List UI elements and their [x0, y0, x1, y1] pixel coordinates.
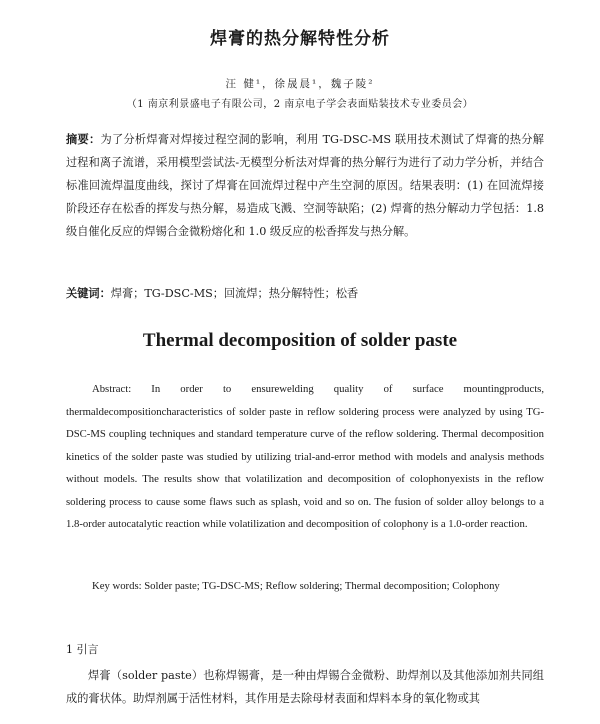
- keywords-cn-text: 焊膏；TG-DSC-MS；回流焊；热分解特性；松香: [110, 287, 359, 300]
- paper-title-cn: 焊膏的热分解特性分析: [210, 29, 390, 49]
- keywords-cn: [66, 285, 544, 301]
- section-heading-introduction: 1 引言: [66, 643, 99, 656]
- abstract-cn-text: 为了分析焊膏对焊接过程空洞的影响，利用 TG-DSC-MS 联用技术测试了焊膏的热分解过程和离子流谱，采用模型尝试法-无模型分析法对焊膏的热分解行为进行了动力学分析，并结合标准回流焊温度曲线，探讨了焊膏在回流焊过程中产生空洞的原因。结果表明：(1) 在回流焊接阶段还存在松香的挥发与热分解，易造成飞溅、空洞等缺陷；(2) 焊膏的热分解动力学包括：1.8 级自催化反应的焊锡合金微粉熔化和 1.0 级反应的松香挥发与热分解。: [66, 133, 544, 238]
- keywords-cn-label: 关键词：: [66, 287, 111, 300]
- paper-title-en: Thermal decomposition of solder paste: [142, 330, 458, 351]
- keywords-en: Key words: Solder paste; TG-DSC-MS; Reflow soldering; Thermal decomposition; Colophony: [92, 580, 500, 592]
- affiliation: （1 南京利景盛电子有限公司，2 南京电子学会表面贴装技术专业委员会）: [126, 99, 474, 110]
- abstract-en: Abstract: In order to ensurewelding quality of surface mountingproducts, thermaldecompositioncharacteristics of solder paste in reflow soldering process were analyzed by using TG-DSC-MS coupling techniques and standard temperature curve of the reflow soldering. Thermal decomposition kinetics of the solder paste was studied by utilizing trial-and-error method with models and analysis methods without models. The results show that volatilization and decomposition of colophonyexists in the reflow soldering process to cause some flaws such as splash, void and so on. The fusion of solder alloy belongs to a 1.8-order autocatalytic reaction while volatilization and decomposition of colophony is a 1.0-order reaction.: [66, 383, 544, 530]
- abstract-cn: [66, 128, 544, 243]
- author-list: 汪 健¹，徐晟晨¹，魏子陵²: [225, 78, 375, 90]
- introduction-paragraph: 焊膏（solder paste）也称焊锡膏，是一种由焊锡合金微粉、助焊剂以及其他添加剂共同组成的膏状体。助焊剂属于活性材料，其作用是去除母材表面和焊料本身的氧化物或其: [66, 669, 544, 705]
- abstract-cn-label: 摘要：: [66, 133, 101, 146]
